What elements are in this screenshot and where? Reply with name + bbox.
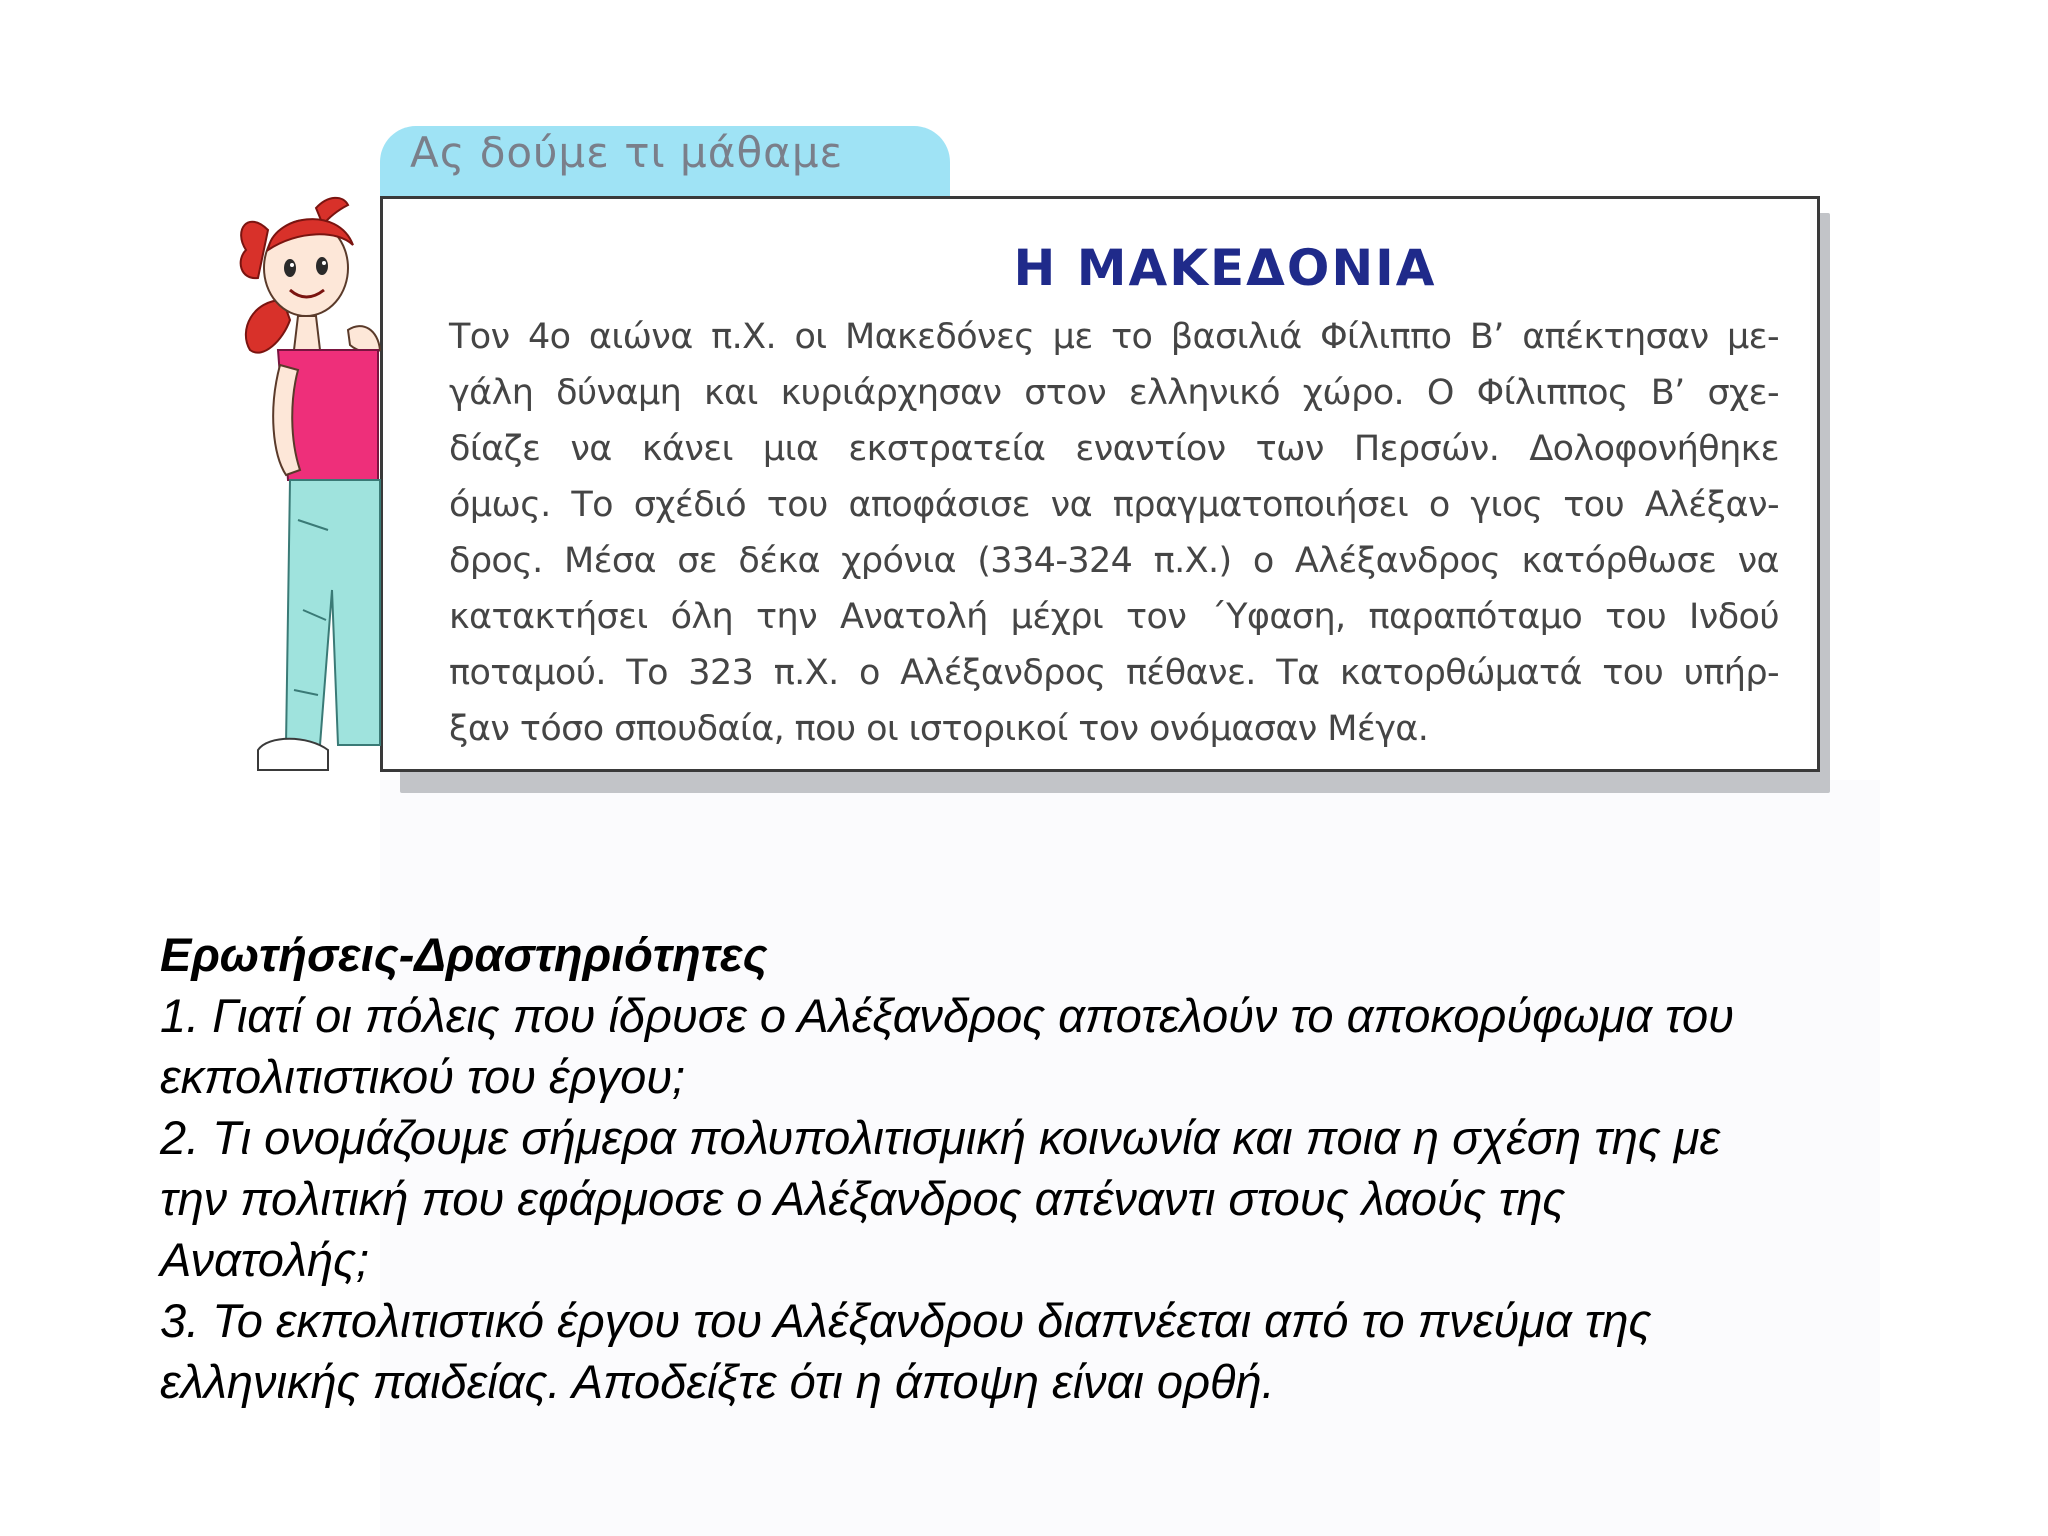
- panel-line: Τον 4ο αιώνα π.Χ. οι Μακεδόνες με το βασιλιά Φίλιππο Β’ απέκτησαν με-: [449, 317, 1779, 357]
- panel-line: όμως. Το σχέδιό του αποφάσισε να πραγματοποιήσει ο γιος του Αλέξαν-: [449, 485, 1779, 525]
- question-line: Ανατολής;: [160, 1233, 369, 1286]
- panel-line: δρος. Μέσα σε δέκα χρόνια (334-324 π.Χ.) ο Αλέξανδρος κατόρθωσε να: [449, 541, 1779, 581]
- info-panel: [380, 196, 1820, 772]
- panel-line: κατακτήσει όλη την Ανατολή μέχρι τον ΄Υφαση, παραπόταμο του Ινδού: [449, 597, 1779, 637]
- panel-line: γάλη δύναμη και κυριάρχησαν στον ελληνικό χώρο. Ο Φίλιππος Β’ σχε-: [449, 373, 1779, 413]
- question-line: 2. Τι ονομάζουμε σήμερα πολυπολιτισμική κοινωνία και ποια η σχέση της με: [160, 1111, 1721, 1164]
- panel-body: [449, 309, 1779, 757]
- question-line: 1. Γιατί οι πόλεις που ίδρυσε ο Αλέξανδρος αποτελούν το αποκορύφωμα του: [160, 989, 1734, 1042]
- panel-title: Η ΜΑΚΕΔΟΝΙΑ: [1013, 239, 1437, 297]
- girl-illustration: [228, 190, 408, 790]
- question-line: την πολιτική που εφάρμοσε ο Αλέξανδρος απέναντι στους λαούς της: [160, 1172, 1566, 1225]
- panel-line: ξαν τόσο σπουδαία, που οι ιστορικοί τον ονόμασαν Μέγα.: [449, 709, 1429, 749]
- questions-heading: Ερωτήσεις-Δραστηριότητες: [160, 928, 768, 981]
- panel-line: δίαζε να κάνει μια εκστρατεία εναντίον των Περσών. Δολοφονήθηκε: [449, 429, 1779, 469]
- question-line: 3. Το εκπολιτιστικό έργου του Αλέξανδρου διαπνέεται από το πνεύμα της: [160, 1294, 1652, 1347]
- section-tab-label: Ας δούμε τι μάθαμε: [410, 128, 844, 177]
- question-line: ελληνικής παιδείας. Αποδείξτε ότι η άποψη είναι ορθή.: [160, 1355, 1275, 1408]
- panel-line: ποταμού. Το 323 π.Χ. ο Αλέξανδρος πέθανε. Τα κατορθώματά του υπήρ-: [449, 653, 1779, 693]
- questions-section: [160, 924, 1920, 1412]
- question-line: εκπολιτιστικού του έργου;: [160, 1050, 686, 1103]
